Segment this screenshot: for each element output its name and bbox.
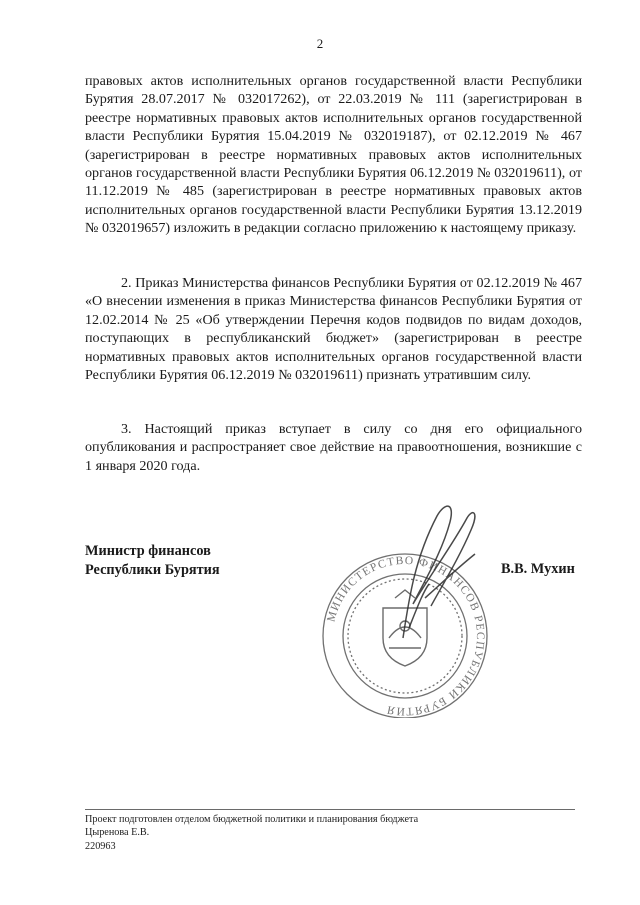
footer-executor-name: Цыренова Е.В.	[85, 827, 150, 839]
paragraph-item-2: 2. Приказ Министерства финансов Республики Бурятия от 02.12.2019 № 467 «О внесении изменения в приказ Министерства финансов Республики Бурятия от 12.02.2014 № 25 «Об утверждении Перечня кодов подвидов по видам доходов, поступающих в республиканский бюджет» (зарегистрирован в реестре нормативных правовых актов исполнительных органов государственной власти Республики Бурятия 06.12.2019 № 032019611) признать утратившим силу.	[85, 275, 582, 384]
footer-note	[85, 813, 418, 853]
footer-phone: 220963	[85, 840, 116, 852]
signatory-title	[85, 542, 220, 580]
paragraph-continuation: правовых актов исполнительных органов государственной власти Республики Бурятия 28.07.2017 № 032017262), от 22.03.2019 № 111 (зарегистрирован в реестре нормативных правовых актов исполнительных органов государственной власти Республики Бурятия 15.04.2019 № 032019187), от 02.12.2019 № 467 (зарегистрирован в реестре нормативных правовых актов исполнительных органов государственной власти Республики Бурятия 06.12.2019 № 032019611), от 11.12.2019 № 485 (зарегистрирован в реестре нормативных правовых актов исполнительных органов государственной власти Республики Бурятия 13.12.2019 № 032019657) изложить в редакции согласно приложению к настоящему приказу.	[85, 73, 582, 237]
signatory-title-line1: Министр финансов	[85, 543, 211, 559]
seal-ring-text: МИНИСТЕРСТВО ФИНАНСОВ РЕСПУБЛИКИ БУРЯТИЯ	[325, 554, 487, 718]
signatory-name: В.В. Мухин	[501, 561, 575, 577]
paragraph-item-3: 3. Настоящий приказ вступает в силу со дня его официального опубликования и распространяет свое действие на правоотношения, возникшие с 1 января 2020 года.	[85, 421, 582, 474]
footer-prepared-by: Проект подготовлен отделом бюджетной политики и планирования бюджета	[85, 814, 419, 825]
seal-stamp	[323, 554, 487, 718]
footer-divider	[85, 809, 575, 810]
signatory-title-line2: Республики Бурятия	[85, 562, 220, 578]
official-seal-and-signature	[305, 488, 505, 718]
page-number: 2	[316, 36, 324, 51]
